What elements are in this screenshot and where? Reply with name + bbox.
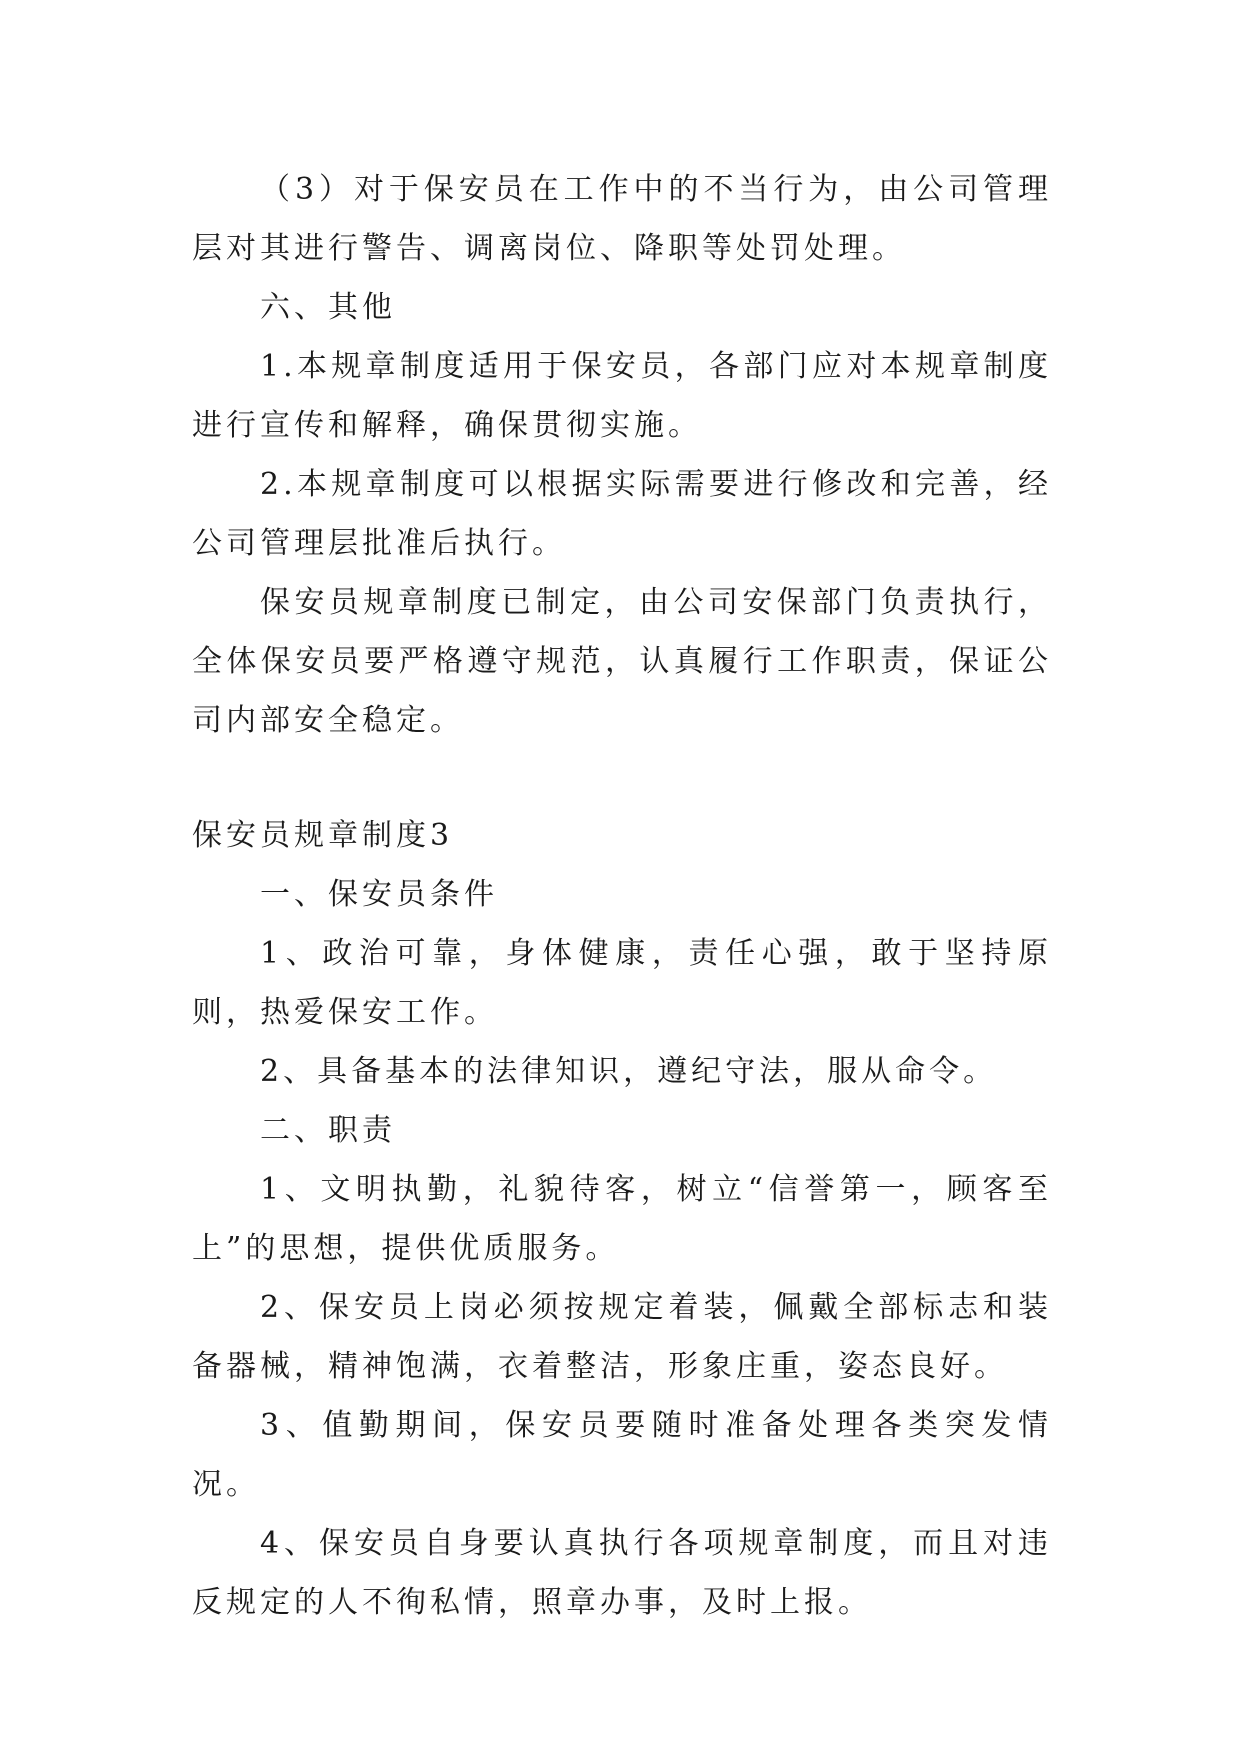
- paragraph-conclusion: 保安员规章制度已制定，由公司安保部门负责执行，全体保安员要严格遵守规范，认真履行工作职责，保证公司内部安全稳定。: [192, 585, 1052, 738]
- section-title: 保安员规章制度3: [192, 818, 454, 853]
- paragraph-scope: 1.本规章制度适用于保安员，各部门应对本规章制度进行宣传和解释，确保贯彻实施。: [192, 349, 1052, 443]
- list-item: 2、具备基本的法律知识，遵纪守法，服从命令。: [260, 1054, 998, 1089]
- paragraph-amendment: 2.本规章制度可以根据实际需要进行修改和完善，经公司管理层批准后执行。: [192, 467, 1052, 561]
- list-item: 1、政治可靠，身体健康，责任心强，敢于坚持原则，热爱保安工作。: [192, 936, 1052, 1030]
- list-item: 2、保安员上岗必须按规定着装，佩戴全部标志和装备器械，精神饱满，衣着整洁，形象庄重，姿态良好。: [192, 1290, 1052, 1384]
- heading-conditions: 一、保安员条件: [260, 877, 498, 912]
- list-item: 4、保安员自身要认真执行各项规章制度，而且对违反规定的人不徇私情，照章办事，及时上报。: [192, 1526, 1052, 1620]
- list-item: 3、值勤期间，保安员要随时准备处理各类突发情况。: [192, 1408, 1052, 1502]
- paragraph-penalty: （3）对于保安员在工作中的不当行为，由公司管理层对其进行警告、调离岗位、降职等处罚处理。: [192, 172, 1052, 266]
- heading-other: 六、其他: [260, 290, 396, 325]
- heading-duties: 二、职责: [260, 1113, 396, 1148]
- list-item: 1、文明执勤，礼貌待客，树立“信誉第一，顾客至上”的思想，提供优质服务。: [192, 1172, 1052, 1266]
- document-body: [192, 160, 1052, 1632]
